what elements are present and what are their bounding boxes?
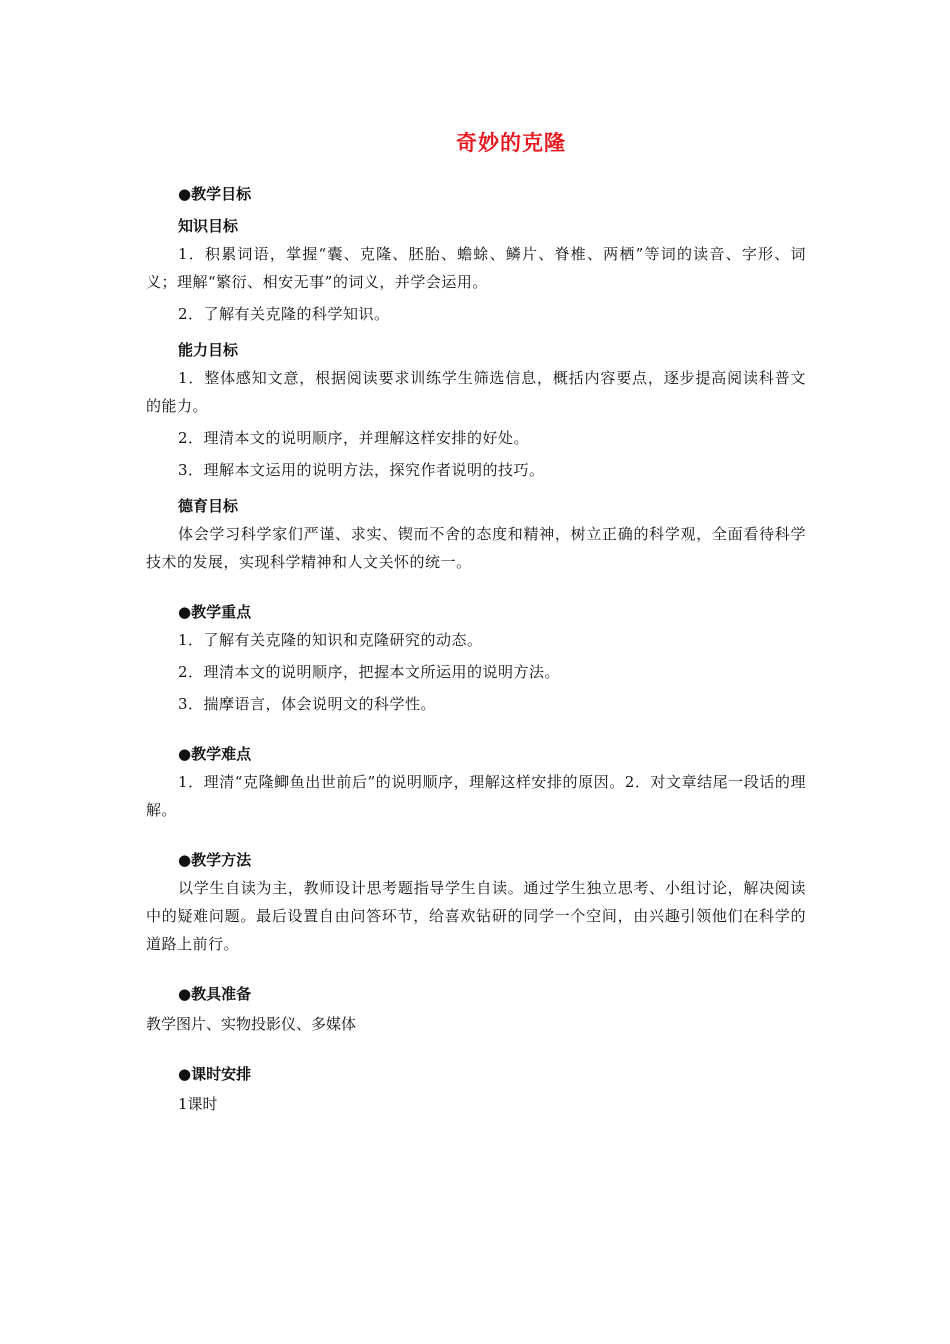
key-point-item-3: 3．揣摩语言，体会说明文的科学性。 [178, 695, 437, 713]
document-body [146, 184, 806, 1118]
method-text: 以学生自读为主，教师设计思考题指导学生自读。通过学生独立思考、小组讨论，解决阅读中的疑难问题。最后设置自由问答环节，给喜欢钻研的同学一个空间，由兴趣引领他们在科学的道路上前行。 [146, 879, 806, 953]
moral-text: 体会学习科学家们严谨、求实、锲而不舍的态度和精神，树立正确的科学观，全面看待科学技术的发展，实现科学精神和人文关怀的统一。 [146, 525, 806, 571]
section-heading-schedule: ●课时安排 [178, 1065, 252, 1083]
tools-text: 教学图片、实物投影仪、多媒体 [146, 1015, 357, 1033]
knowledge-item-2: 2．了解有关克隆的科学知识。 [178, 305, 390, 323]
ability-item-1: 1．整体感知文意，根据阅读要求训练学生筛选信息，概括内容要点，逐步提高阅读科普文的能力。 [146, 369, 806, 415]
section-heading-goals: ●教学目标 [178, 185, 252, 203]
section-heading-key-points: ●教学重点 [178, 603, 252, 621]
key-point-item-2: 2．理清本文的说明顺序，把握本文所运用的说明方法。 [178, 663, 561, 681]
knowledge-item-1: 1．积累词语，掌握“囊、克隆、胚胎、蟾蜍、鳞片、脊椎、两栖”等词的读音、字形、词义；理解“繁衍、相安无事”的词义，并学会运用。 [146, 245, 806, 291]
schedule-text: 1课时 [178, 1095, 218, 1113]
section-heading-difficulties: ●教学难点 [178, 745, 252, 763]
difficulties-text: 1．理清“克隆鲫鱼出世前后”的说明顺序，理解这样安排的原因。2．对文章结尾一段话的理解。 [146, 773, 806, 819]
ability-item-2: 2．理清本文的说明顺序，并理解这样安排的好处。 [178, 429, 530, 447]
subheading-ability: 能力目标 [178, 341, 239, 359]
document-title: 奇妙的克隆 [456, 131, 566, 155]
subheading-moral: 德育目标 [178, 497, 239, 515]
subheading-knowledge: 知识目标 [178, 217, 239, 235]
section-heading-tools: ●教具准备 [178, 985, 252, 1003]
key-point-item-1: 1．了解有关克隆的知识和克隆研究的动态。 [178, 631, 483, 649]
section-heading-method: ●教学方法 [178, 851, 252, 869]
ability-item-3: 3．理解本文运用的说明方法，探究作者说明的技巧。 [178, 461, 545, 479]
